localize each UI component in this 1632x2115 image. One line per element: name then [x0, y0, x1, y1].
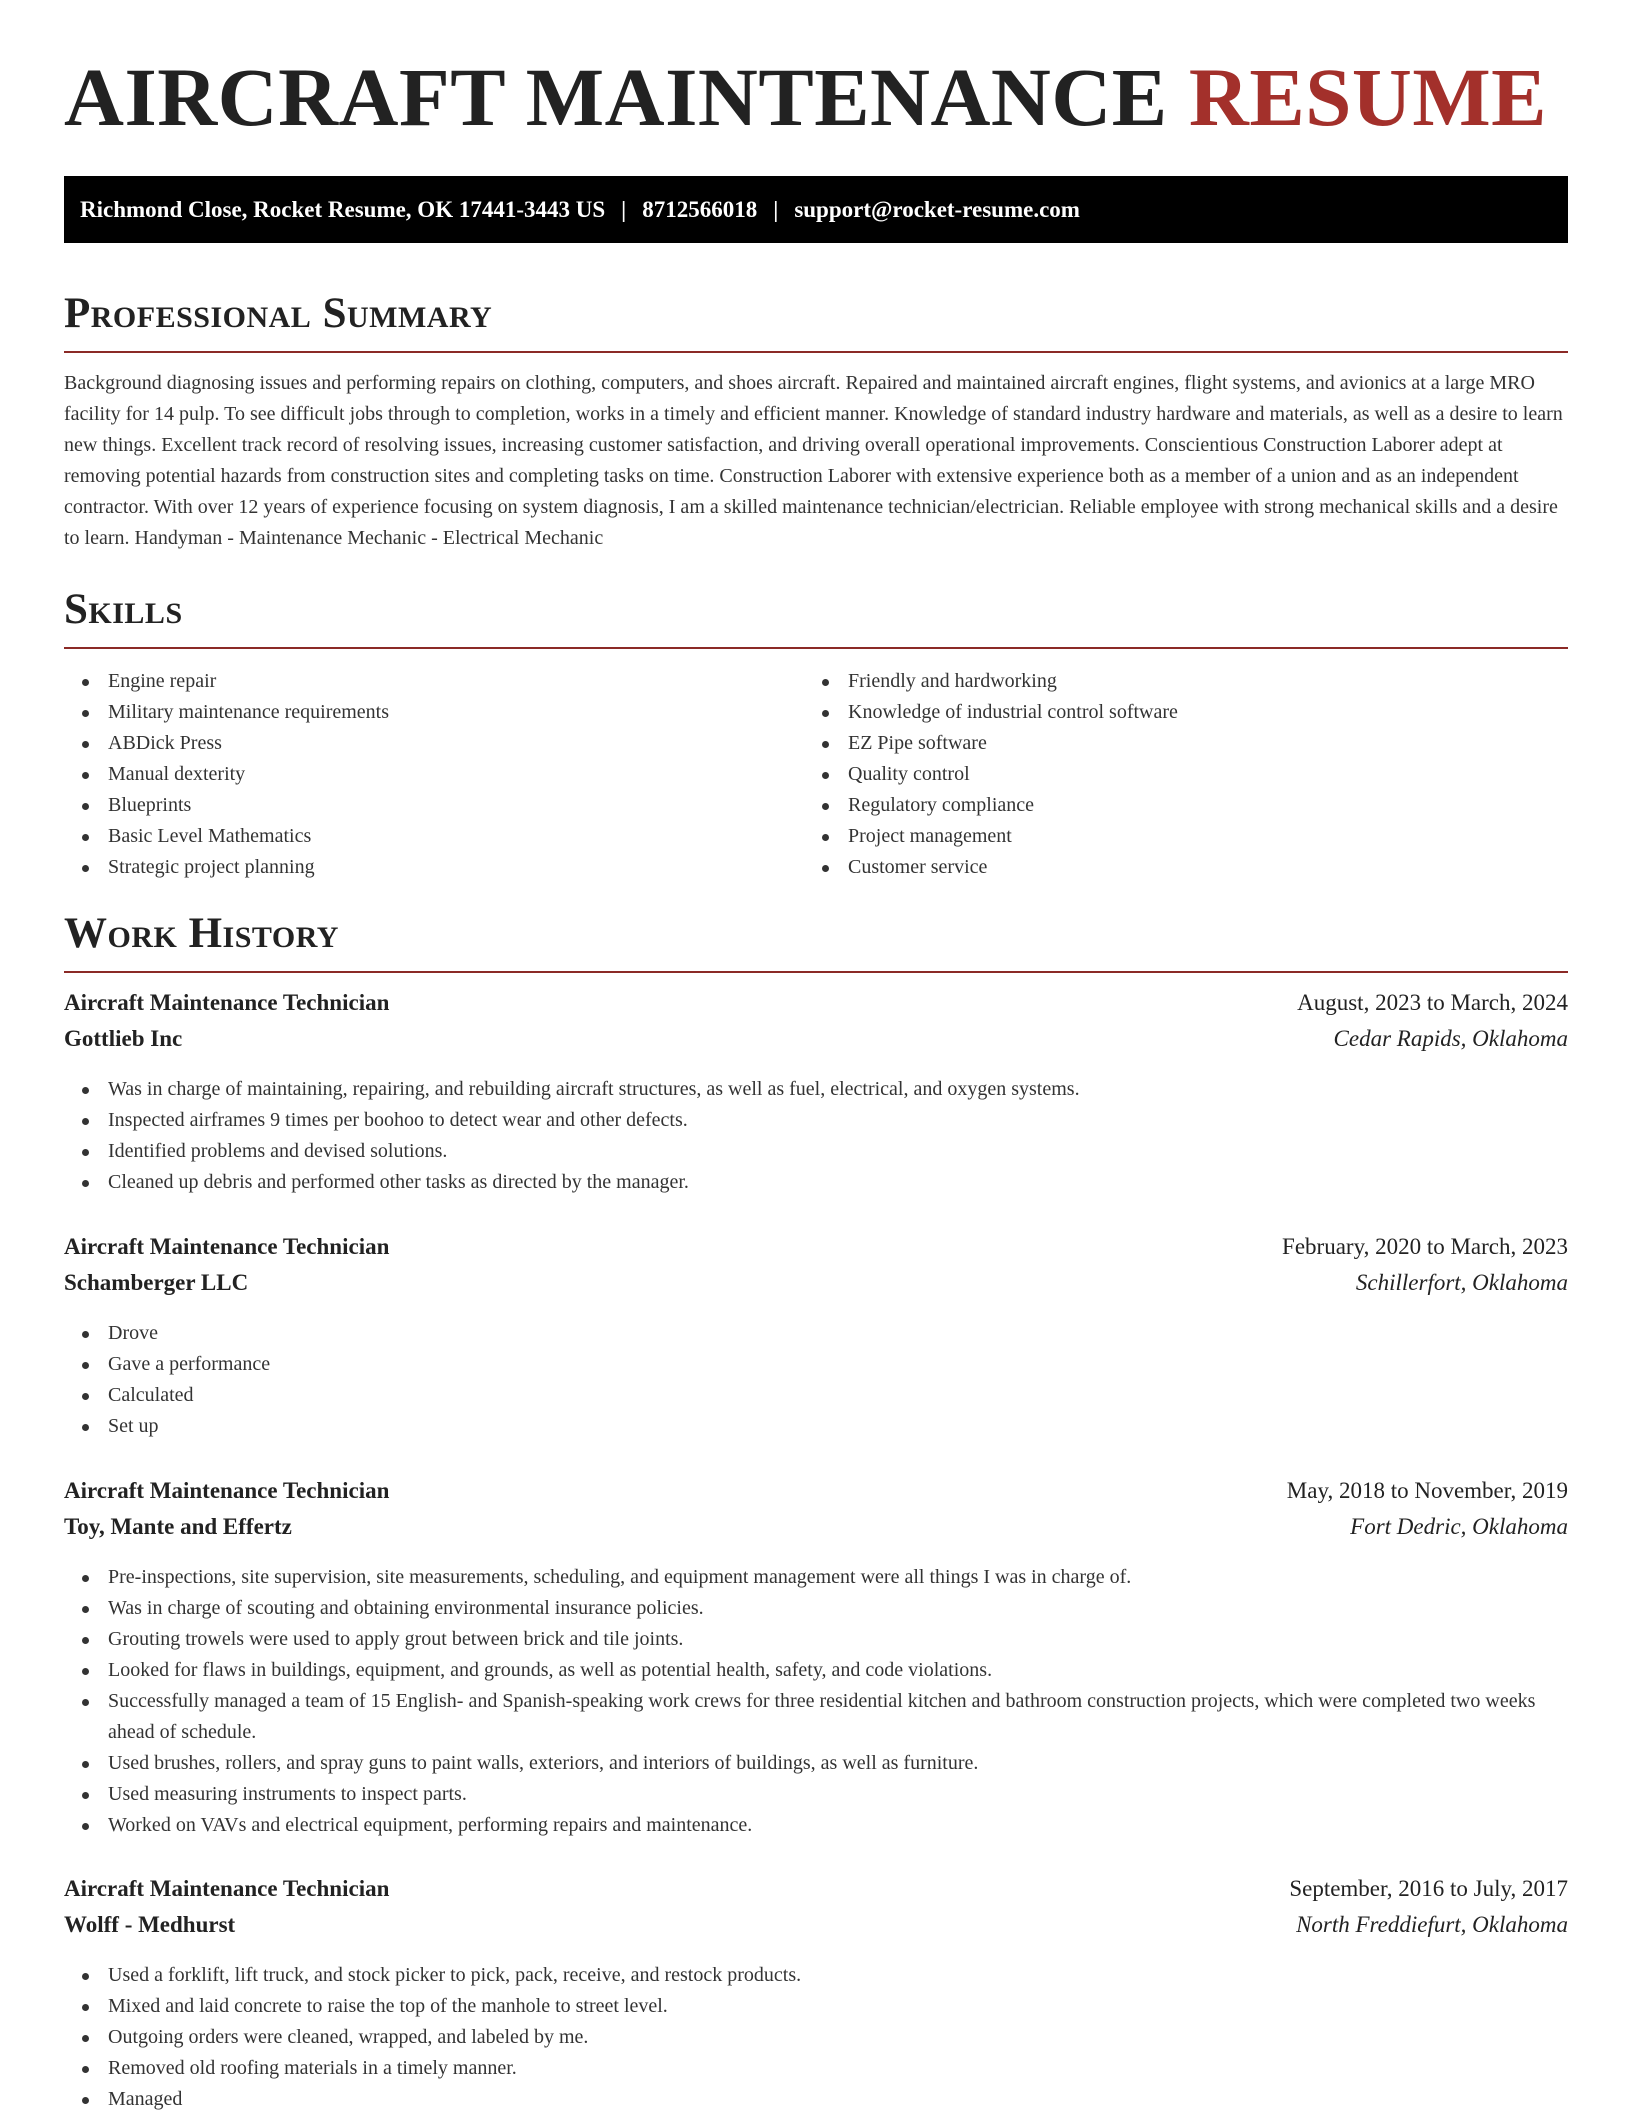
- job-entry: [64, 1876, 1568, 2115]
- job-company: Toy, Mante and Effertz: [64, 1514, 292, 1539]
- resume-title: [64, 51, 1548, 143]
- job-bullet: Was in charge of scouting and obtaining environmental insurance policies.: [64, 1593, 1568, 1624]
- skill-item: Regulatory compliance: [804, 790, 1544, 821]
- job-dates: August, 2023 to March, 2024: [1297, 990, 1568, 1015]
- job-entry: [64, 1478, 1568, 1841]
- job-bullet: Outgoing orders were cleaned, wrapped, and labeled by me.: [64, 2022, 1568, 2053]
- job-bullet: Worked on VAVs and electrical equipment, performing repairs and maintenance.: [64, 1810, 1568, 1841]
- skill-item: Friendly and hardworking: [804, 666, 1544, 697]
- job-entry: [64, 990, 1568, 1198]
- job-bullet: Managed: [64, 2084, 1568, 2115]
- skills-heading: Skills: [64, 586, 183, 633]
- skill-item: Knowledge of industrial control software: [804, 697, 1544, 728]
- job-bullet: Cleaned up debris and performed other tasks as directed by the manager.: [64, 1167, 1568, 1198]
- job-bullets: [64, 1074, 1568, 1198]
- skill-item: Manual dexterity: [64, 759, 804, 790]
- job-location: Cedar Rapids, Oklahoma: [1333, 1026, 1568, 1051]
- skill-item: Engine repair: [64, 666, 804, 697]
- job-bullet: Identified problems and devised solutions.: [64, 1136, 1568, 1167]
- job-title: Aircraft Maintenance Technician: [64, 990, 390, 1015]
- job-dates: September, 2016 to July, 2017: [1289, 1876, 1568, 1901]
- contact-phone: 8712566018: [642, 196, 758, 222]
- job-bullet: Used brushes, rollers, and spray guns to paint walls, exteriors, and interiors of buildings, as well as furniture.: [64, 1748, 1568, 1779]
- job-company: Schamberger LLC: [64, 1270, 249, 1295]
- job-bullet: Successfully managed a team of 15 English- and Spanish-speaking work crews for three residential kitchen and bathroom construction projects, which were completed two weeks ahead of schedule.: [64, 1686, 1568, 1748]
- skill-item: Basic Level Mathematics: [64, 821, 804, 852]
- work-history-divider: [64, 971, 1568, 973]
- job-dates: February, 2020 to March, 2023: [1282, 1234, 1568, 1259]
- skill-item: EZ Pipe software: [804, 728, 1544, 759]
- job-bullet: Was in charge of maintaining, repairing, and rebuilding aircraft structures, as well as fuel, electrical, and oxygen systems.: [64, 1074, 1568, 1105]
- skill-item: Military maintenance requirements: [64, 697, 804, 728]
- summary-heading: Professional Summary: [64, 290, 493, 337]
- job-company: Gottlieb Inc: [64, 1026, 183, 1051]
- skill-item: Strategic project planning: [64, 852, 804, 883]
- skill-item: Project management: [804, 821, 1544, 852]
- job-bullet: Used measuring instruments to inspect parts.: [64, 1779, 1568, 1810]
- job-entry: [64, 1234, 1568, 1442]
- job-bullets: [64, 1562, 1568, 1841]
- job-bullets: [64, 1318, 1568, 1442]
- job-location: North Freddiefurt, Oklahoma: [1296, 1912, 1568, 1937]
- job-location: Schillerfort, Oklahoma: [1355, 1270, 1568, 1295]
- job-title: Aircraft Maintenance Technician: [64, 1876, 390, 1901]
- job-bullet: Grouting trowels were used to apply grout between brick and tile joints.: [64, 1624, 1568, 1655]
- contact-email: support@rocket-resume.com: [794, 196, 1080, 222]
- title-accent: RESUME: [1188, 51, 1548, 143]
- job-company: Wolff - Medhurst: [64, 1912, 236, 1937]
- job-bullet: Used a forklift, lift truck, and stock picker to pick, pack, receive, and restock products.: [64, 1960, 1568, 1991]
- contact-bar: [64, 176, 1568, 243]
- job-bullet: Calculated: [64, 1380, 1568, 1411]
- job-bullet: Mixed and laid concrete to raise the top of the manhole to street level.: [64, 1991, 1568, 2022]
- skills-divider: [64, 647, 1568, 649]
- job-title: Aircraft Maintenance Technician: [64, 1234, 390, 1259]
- job-bullet: Drove: [64, 1318, 1568, 1349]
- job-bullet: Gave a performance: [64, 1349, 1568, 1380]
- job-dates: May, 2018 to November, 2019: [1286, 1478, 1568, 1503]
- job-bullet: Removed old roofing materials in a timely manner.: [64, 2053, 1568, 2084]
- job-bullet: Inspected airframes 9 times per boohoo to detect wear and other defects.: [64, 1105, 1568, 1136]
- job-location: Fort Dedric, Oklahoma: [1350, 1514, 1568, 1539]
- job-bullet: Pre-inspections, site supervision, site measurements, scheduling, and equipment management were all things I was in charge of.: [64, 1562, 1568, 1593]
- contact-address: Richmond Close, Rocket Resume, OK 17441-3443 US: [80, 196, 606, 222]
- work-history-heading: Work History: [64, 910, 339, 957]
- job-title: Aircraft Maintenance Technician: [64, 1478, 390, 1503]
- summary-text: Background diagnosing issues and performing repairs on clothing, computers, and shoes aircraft. Repaired and maintained aircraft engines, flight systems, and avionics at a large MRO facility for 14 pulp. To see difficult jobs through to completion, works in a timely and efficient manner. Knowledge of standard industry hardware and materials, as well as a desire to learn new things. Excellent track record of resolving issues, increasing customer satisfaction, and driving overall operational improvements. Conscientious Construction Laborer adept at removing potential hazards from construction sites and completing tasks on time. Construction Laborer with extensive experience both as a member of a union and as an independent contractor. With over 12 years of experience focusing on system diagnosis, I am a skilled maintenance technician/electrician. Reliable employee with strong mechanical skills and a desire to learn. Handyman - Maintenance Mechanic - Electrical Mechanic: [64, 372, 1563, 549]
- skills-list-left: [64, 666, 804, 883]
- skills-list-right: [804, 666, 1544, 883]
- summary-divider: [64, 351, 1568, 353]
- job-bullet: Set up: [64, 1411, 1568, 1442]
- contact-separator: |: [621, 196, 627, 222]
- skill-item: Quality control: [804, 759, 1544, 790]
- skill-item: ABDick Press: [64, 728, 804, 759]
- skill-item: Blueprints: [64, 790, 804, 821]
- contact-separator: |: [773, 196, 779, 222]
- skill-item: Customer service: [804, 852, 1544, 883]
- title-main: AIRCRAFT MAINTENANCE: [64, 51, 1168, 143]
- job-bullet: Looked for flaws in buildings, equipment, and grounds, as well as potential health, safety, and code violations.: [64, 1655, 1568, 1686]
- job-bullets: [64, 1960, 1568, 2115]
